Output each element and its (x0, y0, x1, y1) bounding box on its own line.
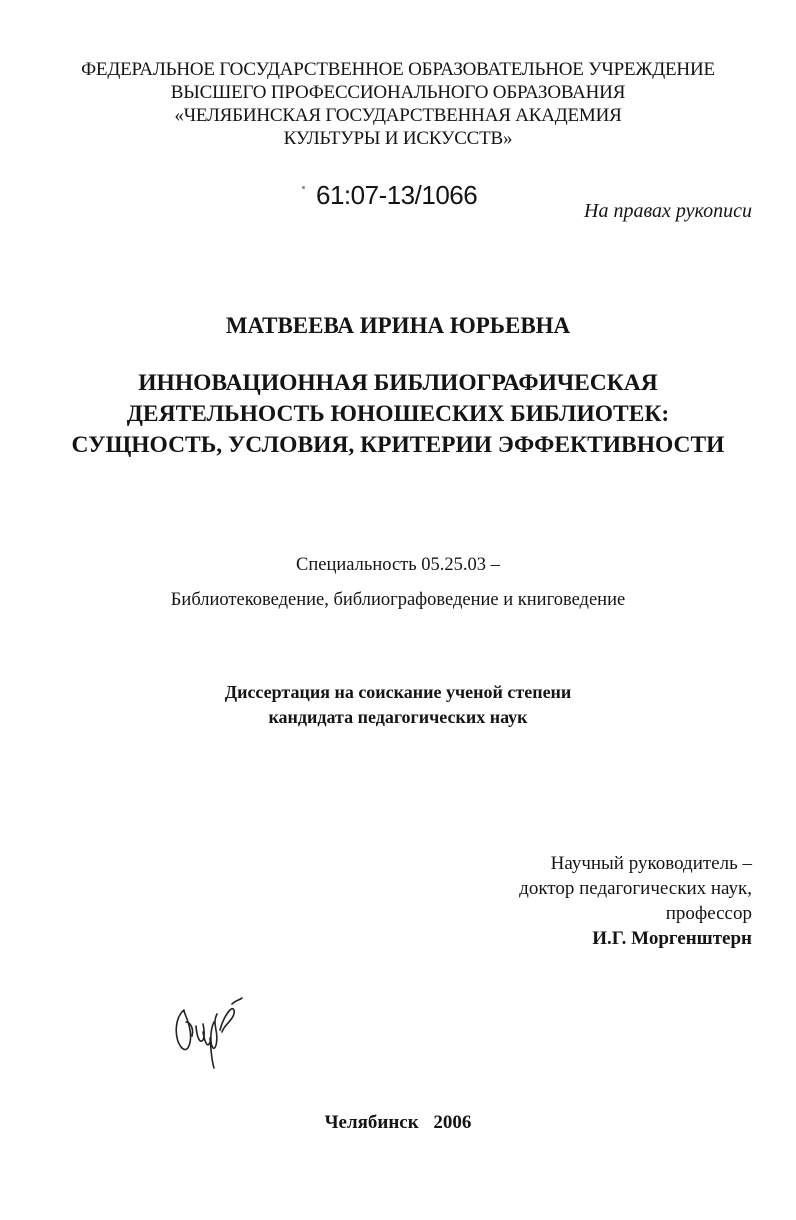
institution-line: ВЫСШЕГО ПРОФЕССИОНАЛЬНОГО ОБРАЗОВАНИЯ (170, 82, 626, 103)
institution-line: КУЛЬТУРЫ И ИСКУССТВ» (283, 128, 513, 149)
author-name: МАТВЕЕВА ИРИНА ЮРЬЕВНА (225, 313, 571, 338)
year: 2006 (433, 1112, 472, 1133)
degree-line: кандидата педагогических наук (268, 707, 528, 727)
institution-line: «ЧЕЛЯБИНСКАЯ ГОСУДАРСТВЕННАЯ АКАДЕМИЯ (174, 105, 622, 126)
institution-line: ФЕДЕРАЛЬНОЕ ГОСУДАРСТВЕННОЕ ОБРАЗОВАТЕЛЬНОЕ УЧРЕЖДЕНИЕ (81, 59, 715, 80)
manuscript-rights: На правах рукописи (584, 200, 752, 222)
supervisor-name: И.Г. Моргенштерн (592, 928, 752, 949)
specialty-code: Специальность 05.25.03 – (296, 555, 500, 575)
degree-statement (0, 680, 796, 730)
signature-icon (170, 992, 250, 1072)
place-year (0, 1112, 796, 1134)
specialty-block (0, 548, 796, 618)
supervisor-title: профессор (665, 903, 752, 924)
dissertation-title (0, 368, 796, 461)
specialty-name: Библиотековедение, библиографоведение и книговедение (170, 590, 626, 610)
title-line: СУЩНОСТЬ, УСЛОВИЯ, КРИТЕРИИ ЭФФЕКТИВНОСТИ (71, 432, 725, 458)
degree-line: Диссертация на соискание ученой степени (224, 682, 572, 702)
supervisor-degree: доктор педагогических наук, (519, 878, 752, 899)
title-line: ИННОВАЦИОННАЯ БИБЛИОГРАФИЧЕСКАЯ (138, 370, 658, 396)
library-code: 61:07-13/1066 (316, 180, 478, 210)
institution-header (0, 58, 796, 150)
scan-speck (302, 186, 305, 189)
title-line: ДЕЯТЕЛЬНОСТЬ ЮНОШЕСКИХ БИБЛИОТЕК: (126, 401, 670, 427)
supervisor-block (519, 851, 752, 951)
supervisor-role: Научный руководитель – (550, 853, 752, 874)
city: Челябинск (324, 1112, 419, 1133)
